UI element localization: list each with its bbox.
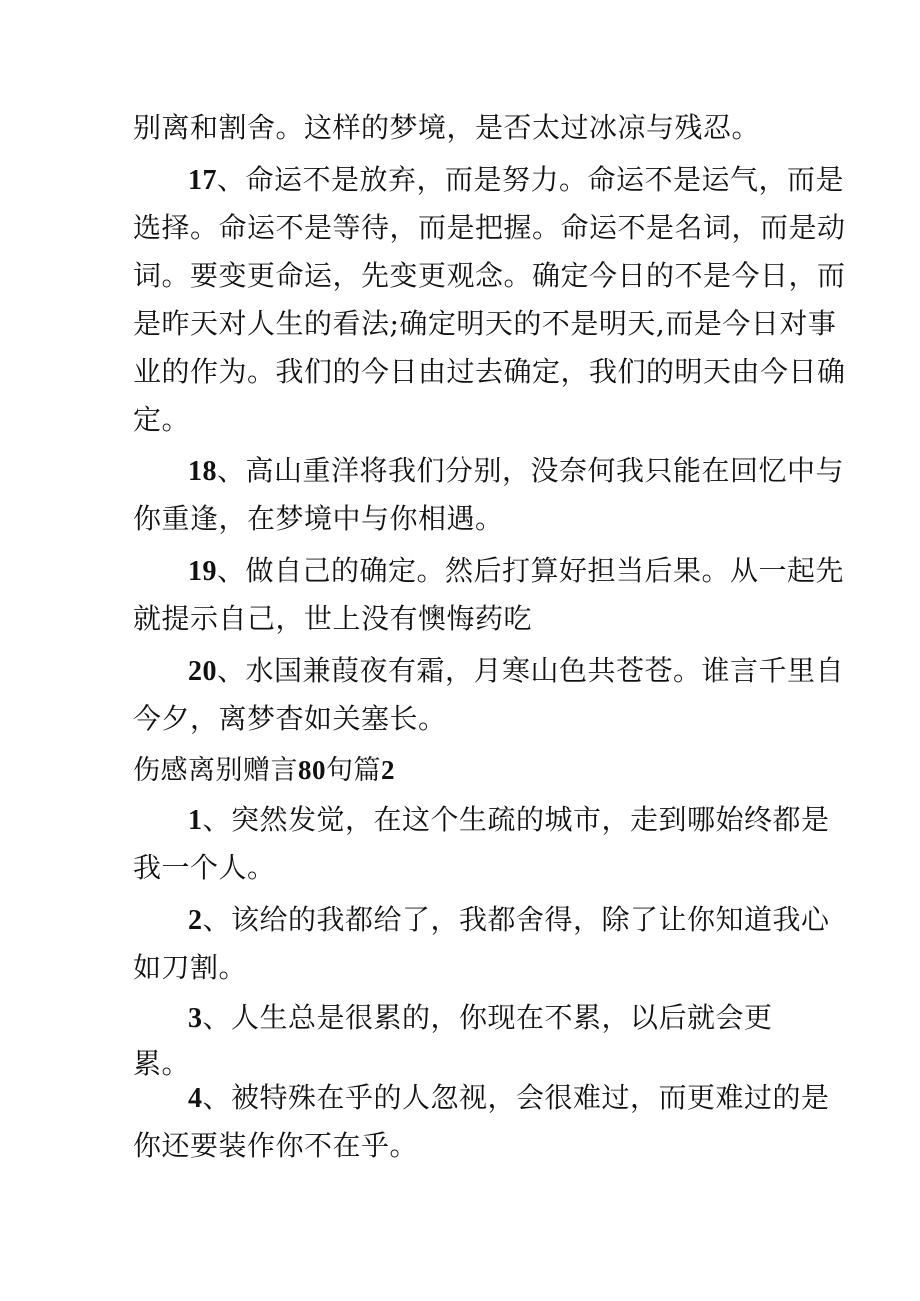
section-heading	[133, 752, 395, 789]
item-number: 1	[188, 805, 203, 836]
list-item-18-first-line	[188, 453, 844, 490]
list-item-2-line: 如刀割。	[133, 951, 248, 984]
item-number: 2	[188, 905, 203, 936]
list-item-4-line: 你还要装作你不在乎。	[133, 1129, 419, 1162]
item-number: 17	[188, 165, 217, 196]
list-item-20-first-line	[188, 653, 844, 690]
item-number: 19	[188, 556, 217, 587]
item-text: 、该给的我都给了，我都舍得，除了让你知道我心	[202, 903, 830, 936]
heading-number: 80	[298, 755, 326, 785]
list-item-18-line: 你重逢，在梦境中与你相遇。	[133, 502, 504, 535]
heading-number: 2	[381, 755, 395, 785]
item-text: 、水国兼葭夜有霜，月寒山色共苍苍。谁言千里自	[217, 654, 845, 687]
item-number: 18	[188, 456, 217, 487]
item-text: 、突然发觉，在这个生疏的城市，走到哪始终都是	[202, 803, 830, 836]
list-item-3-first-line	[188, 1000, 773, 1037]
list-item-1-first-line	[188, 802, 830, 839]
list-item-17-line: 是昨天对人生的看法;确定明天的不是明天,而是今日对事	[133, 307, 837, 340]
item-number: 20	[188, 656, 217, 687]
heading-text: 句篇	[326, 755, 381, 786]
list-item-17-line: 业的作为。我们的今日由过去确定，我们的明天由今日确	[133, 355, 846, 388]
list-item-3-line: 累。	[133, 1047, 191, 1080]
list-item-17-line: 词。要变更命运，先变更观念。确定今日的不是今日，而	[133, 259, 846, 292]
item-number: 4	[188, 1083, 203, 1114]
list-item-1-line: 我一个人。	[133, 851, 276, 884]
item-text: 、做自己的确定。然后打算好担当后果。从一起先	[217, 554, 845, 587]
list-item-2-first-line	[188, 902, 830, 939]
list-item-20-line: 今夕，离梦杳如关塞长。	[133, 702, 447, 735]
heading-text: 伤感离别赠言	[133, 755, 298, 786]
list-item-17-first-line	[188, 162, 844, 199]
item-text: 、命运不是放弃，而是努力。命运不是运气，而是	[217, 163, 845, 196]
item-text: 、人生总是很累的，你现在不累，以后就会更	[202, 1001, 773, 1034]
list-item-19-line: 就提示自己，世上没有懊悔药吃	[133, 602, 533, 635]
item-text: 、高山重洋将我们分别，没奈何我只能在回忆中与	[217, 454, 845, 487]
list-item-19-first-line	[188, 553, 844, 590]
paragraph-continuation: 别离和割舍。这样的梦境，是否太过冰凉与残忍。	[133, 111, 761, 144]
list-item-17-line: 定。	[133, 403, 191, 436]
item-number: 3	[188, 1003, 203, 1034]
item-text: 、被特殊在乎的人忽视，会很难过，而更难过的是	[202, 1081, 830, 1114]
list-item-17-line: 选择。命运不是等待，而是把握。命运不是名词，而是动	[133, 211, 846, 244]
list-item-4-first-line	[188, 1080, 830, 1117]
